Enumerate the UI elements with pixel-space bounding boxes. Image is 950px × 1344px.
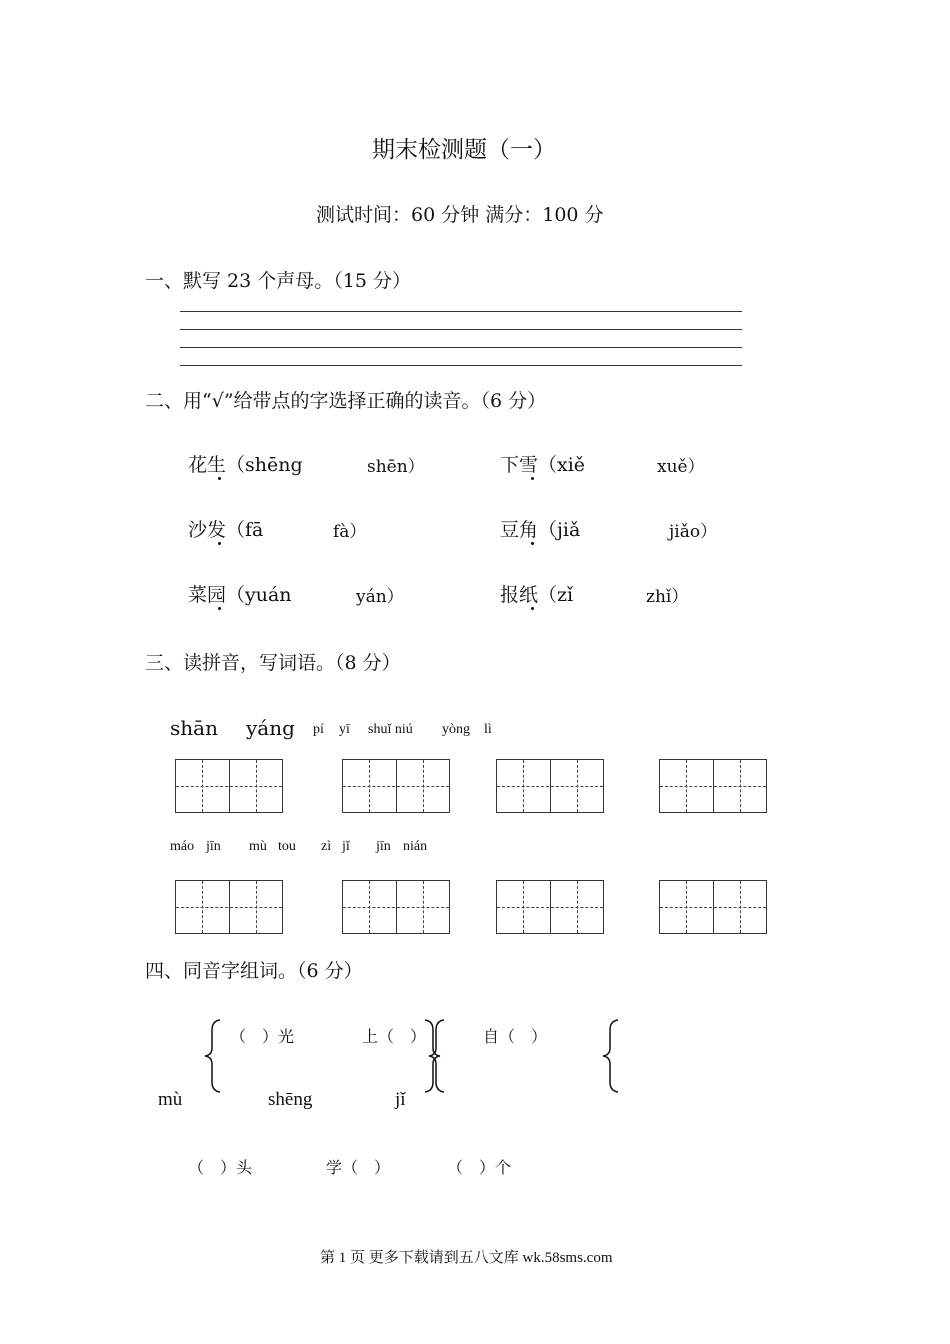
homophone-blank: 上（ ） [362,1027,427,1046]
left-brace-icon [600,1018,622,1094]
pinyin-label: yī [339,722,350,737]
page-title: 期末检测题（一） [372,137,556,163]
pinyin-label: tou [278,839,296,854]
pronunciation-item [500,515,580,542]
pinyin-label: jǐ [342,839,350,854]
pinyin-label: yáng [246,716,295,740]
writing-grid [659,880,767,934]
option-2: yán） [356,587,404,607]
pinyin-label: pí [313,722,324,737]
word-with-option: 下雪（xiě [500,454,586,476]
pinyin-label: jīn [206,839,221,854]
emphasis-dot [218,607,221,610]
writing-grid [496,759,604,813]
pronunciation-item [500,450,585,477]
pronunciation-item [188,450,303,477]
writing-grid [175,880,283,934]
word-with-option: 菜园（yuán [188,584,292,606]
writing-grid [342,880,450,934]
writing-grid [659,759,767,813]
pinyin-label: shuǐ niú [368,722,413,737]
page-footer: 第 1 页 更多下载请到五八文库 wk.58sms.com [320,1250,613,1266]
section-4-heading: 四、同音字组词。（6 分） [145,960,363,982]
writing-line [180,347,742,348]
homophone-blank: （ ）头 [188,1158,253,1177]
writing-grid [175,759,283,813]
writing-grid [342,759,450,813]
section-1-heading: 一、默写 23 个声母。（15 分） [145,270,411,292]
pinyin-label: jīn [376,839,391,854]
option-2: shēn） [367,457,425,477]
writing-line [180,311,742,312]
pinyin-label: yòng [442,722,470,737]
option-2: xuě） [657,457,705,477]
homophone-blank: 自（ ） [483,1027,548,1046]
emphasis-dot [531,607,534,610]
pinyin-label: shān [170,716,218,740]
homophone-blank: 学（ ） [326,1158,391,1177]
pronunciation-item [500,580,573,607]
emphasis-dot [218,542,221,545]
writing-grid [496,880,604,934]
section-3-heading: 三、读拼音，写词语。（8 分） [145,652,401,674]
test-info: 测试时间：60 分钟 满分：100 分 [316,204,604,226]
pinyin-label: shēng [268,1089,313,1110]
word-with-option: 报纸（zǐ [500,584,574,606]
pinyin-label: lì [484,722,492,737]
pinyin-label: nián [403,839,428,854]
word-with-option: 豆角（jiǎ [500,519,581,541]
pinyin-label: máo [170,839,195,854]
emphasis-dot [531,542,534,545]
pinyin-label: mù [158,1089,183,1110]
pinyin-label: zì [321,839,332,854]
pronunciation-item [188,580,292,607]
option-2: jiǎo） [669,522,718,542]
option-2: zhǐ） [646,587,689,607]
word-with-option: 花生（shēng [188,454,303,476]
section-2-heading: 二、用“√”给带点的字选择正确的读音。（6 分） [145,390,547,412]
emphasis-dot [218,477,221,480]
homophone-blank: （ ）光 [230,1027,295,1046]
emphasis-dot [531,477,534,480]
homophone-blank: （ ）个 [447,1158,512,1177]
left-brace-icon [202,1018,224,1094]
pinyin-label: mù [249,839,267,854]
pronunciation-item [188,515,263,542]
writing-line [180,365,742,366]
writing-line [180,329,742,330]
option-2: fà） [333,522,367,542]
pinyin-label: jǐ [395,1089,406,1110]
word-with-option: 沙发（fā [188,519,264,541]
left-brace-icon [426,1018,448,1094]
